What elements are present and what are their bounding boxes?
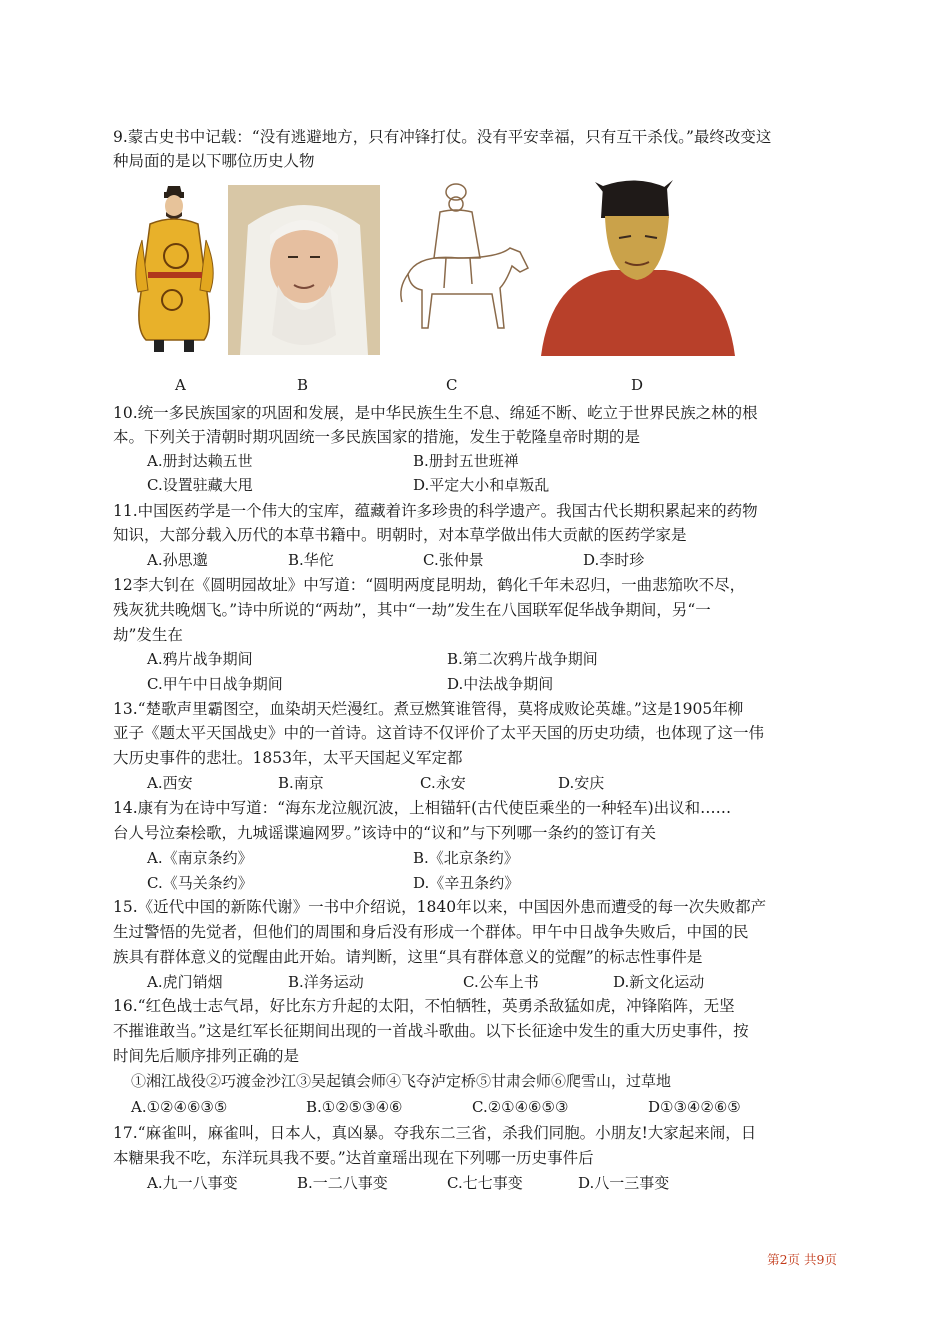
q14-option-b: B.《北京条约》 <box>413 849 519 867</box>
q14-line1: 14.康有为在诗中写道：“海东龙泣舰沉波，上相锚轩(古代使臣乘坐的一种轻车)出议和…… <box>113 799 732 817</box>
q14-option-c: C.《马关条约》 <box>147 874 253 892</box>
q14-line2: 台人号泣秦桧歌，九城谣谍遍网罗。”该诗中的“议和”与下列哪一条约的签订有关 <box>113 824 657 842</box>
q16-line2: 不摧谁敢当。”这是红军长征期间出现的一首战斗歌曲。以下长征途中发生的重大历史事件，按 <box>113 1022 749 1040</box>
image-label-a: A <box>175 376 186 394</box>
q13-line1: 13.“楚歌声里霸图空，血染胡天烂漫红。煮豆燃箕谁管得，莫将成败论英雄。”这是1905年柳 <box>113 700 744 718</box>
q10-line2: 本。下列关于清朝时期巩固统一多民族国家的措施，发生于乾隆皇帝时期的是 <box>113 428 641 446</box>
q12-option-a: A.鸦片战争期间 <box>147 650 253 668</box>
q15-option-c: C.公车上书 <box>463 973 539 991</box>
q10-option-d: D.平定大小和卓叛乱 <box>413 476 550 494</box>
q16-option-d: D①③④②⑥⑤ <box>648 1098 741 1116</box>
q11-line2: 知识，大部分载入历代的本草书籍中。明朝时，对本草学做出伟大贡献的医药学家是 <box>113 526 687 544</box>
q11-line1: 11.中国医药学是一个伟大的宝库，蕴藏着许多珍贵的科学遗产。我国古代长期积累起来的药物 <box>113 502 758 520</box>
genghis-khan-portrait-image <box>228 185 380 355</box>
q13-line2: 亚子《题太平天国战史》中的一首诗。这首诗不仅评价了太平天国的历史功绩，也体现了这一伟 <box>113 724 765 742</box>
q16-option-c: C.②①④⑥⑤③ <box>472 1098 569 1116</box>
q12-option-b: B.第二次鸦片战争期间 <box>447 650 598 668</box>
q10-option-a: A.册封达赖五世 <box>147 452 253 470</box>
q9-line1: 9.蒙古史书中记载：“没有逃避地方，只有冲锋打仗。没有平安幸福，只有互干杀伐。”最终改变这 <box>113 128 772 146</box>
q11-option-b: B.华佗 <box>288 551 334 569</box>
q16-event-list: ①湘江战役②巧渡金沙江③吴起镇会师④飞夺泸定桥⑤甘肃会师⑥爬雪山，过草地 <box>131 1072 672 1090</box>
q17-option-d: D.八一三事变 <box>578 1174 670 1192</box>
q11-option-c: C.张仲景 <box>423 551 484 569</box>
q12-option-c: C.甲午中日战争期间 <box>147 675 283 693</box>
q9-line2: 种局面的是以下哪位历史人物 <box>113 152 315 170</box>
image-label-d: D <box>631 376 644 394</box>
q15-line2: 生过警悟的先觉者，但他们的周围和身后没有形成一个群体。甲午中日战争失败后，中国的民 <box>113 923 749 941</box>
q17-option-b: B.一二八事变 <box>297 1174 388 1192</box>
q17-line1: 17.“麻雀叫，麻雀叫，日本人，真凶暴。夺我东二三省，杀我们同胞。小朋友!大家起来闹，日 <box>113 1124 757 1142</box>
q10-line1: 10.统一多民族国家的巩固和发展，是中华民族生生不息、绵延不断、屹立于世界民族之林的根 <box>113 404 758 422</box>
q12-line3: 劫”发生在 <box>113 626 183 644</box>
q11-option-a: A.孙思邈 <box>147 551 208 569</box>
emperor-red-robe-portrait-image <box>541 178 735 356</box>
rider-on-horse-sketch-image <box>388 178 534 353</box>
q13-option-b: B.南京 <box>278 774 324 792</box>
q11-option-d: D.李时珍 <box>583 551 645 569</box>
q16-option-b: B.①②⑤③④⑥ <box>306 1098 403 1116</box>
q17-option-c: C.七七事变 <box>447 1174 523 1192</box>
q17-line2: 本糖果我不吃，东洋玩具我不要。”达首童瑶出现在下列哪一历史事件后 <box>113 1149 594 1167</box>
q12-line2: 残灰犹共晚烟飞。”诗中所说的“两劫”，其中“一劫”发生在八国联军促华战争期间，另“一 <box>113 601 711 619</box>
image-label-c: C <box>446 376 458 394</box>
q12-option-d: D.中法战争期间 <box>447 675 554 693</box>
q10-option-c: C.设置驻藏大甩 <box>147 476 253 494</box>
q15-option-a: A.虎门销烟 <box>147 973 223 991</box>
q14-option-d: D.《辛丑条约》 <box>413 874 520 892</box>
q13-option-a: A.西安 <box>147 774 193 792</box>
q13-option-d: D.安庆 <box>558 774 605 792</box>
image-label-b: B <box>297 376 309 394</box>
q13-option-c: C.永安 <box>420 774 466 792</box>
page-number-footer: 第2页 共9页 <box>767 1252 837 1267</box>
q12-line1: 12李大钊在《圆明园故址》中写道：“圆明两度昆明劫，鹤化千年未忍归，一曲悲笳吹不尽， <box>113 576 746 594</box>
q16-line1: 16.“红色战士志气昂，好比东方升起的太阳，不怕牺牲，英勇杀敌猛如虎，冲锋陷阵，无坚 <box>113 997 735 1015</box>
q16-line3: 时间先后顺序排列正确的是 <box>113 1047 300 1065</box>
q15-line1: 15.《近代中国的新陈代谢》一书中介绍说，1840年以来，中国因外患而遭受的每一次失败都产 <box>113 898 767 916</box>
q15-line3: 族具有群体意义的觉醒由此开始。请判断，这里“具有群体意义的觉醒”的标志性事件是 <box>113 948 703 966</box>
emperor-yellow-robe-image <box>128 180 220 355</box>
q16-option-a: A.①②④⑥③⑤ <box>131 1098 228 1116</box>
q15-option-b: B.洋务运动 <box>288 973 364 991</box>
q17-option-a: A.九一八事变 <box>147 1174 238 1192</box>
q15-option-d: D.新文化运动 <box>613 973 705 991</box>
q14-option-a: A.《南京条约》 <box>147 849 253 867</box>
q13-line3: 大历史事件的悲壮。1853年，太平天国起义军定都 <box>113 749 463 767</box>
q10-option-b: B.册封五世班禅 <box>413 452 519 470</box>
